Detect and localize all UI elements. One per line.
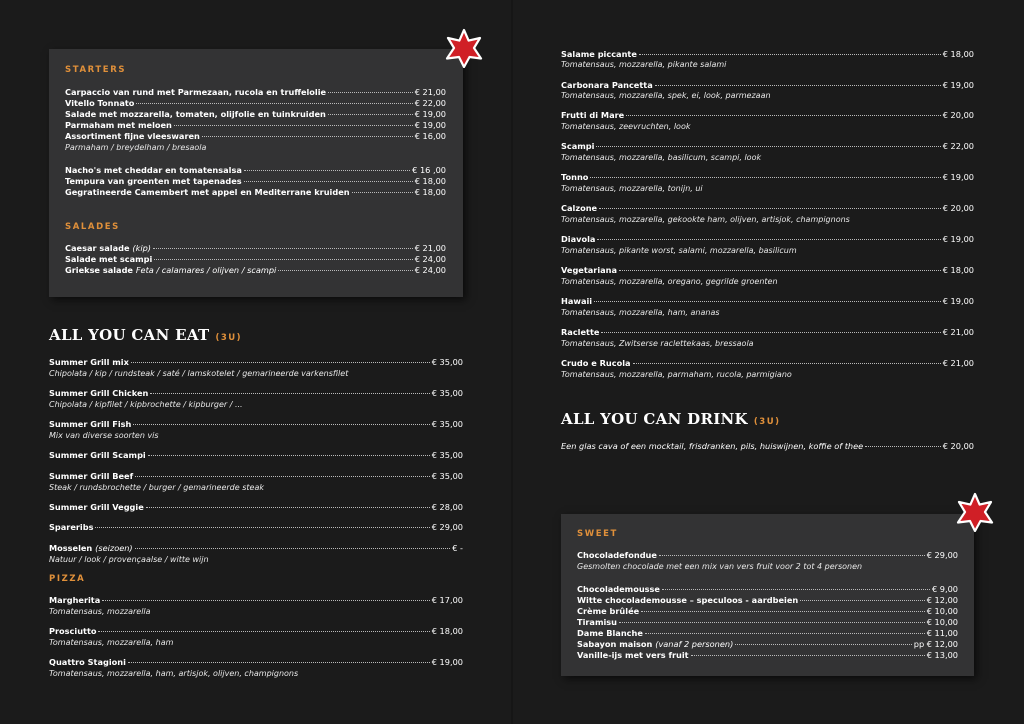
- menu-item: Hawaii € 19,00: [561, 296, 974, 306]
- right-page: [513, 0, 1024, 724]
- item-description: Tomatensaus, mozzarella, gekookte ham, olijven, artisjok, champignons: [561, 215, 850, 224]
- menu-item: Raclette € 21,00: [561, 327, 974, 337]
- menu-item: Quattro Stagioni € 19,00: [49, 657, 463, 667]
- menu-item: Assortiment fijne vleeswaren € 16,00: [65, 131, 446, 141]
- item-description: Tomatensaus, mozzarella, tonijn, ui: [561, 184, 703, 193]
- item-description: Natuur / look / provençaalse / witte wijn: [49, 555, 209, 564]
- menu-item: Summer Grill mix € 35,00: [49, 357, 463, 367]
- menu-item: Scampi € 22,00: [561, 141, 974, 151]
- menu-item: Een glas cava of een mocktail, frisdranken, pils, huiswijnen, koffie of thee € 20,00: [561, 441, 974, 451]
- left-page: [0, 0, 511, 724]
- sweet-panel: [561, 514, 974, 676]
- menu-item: Griekse salade Feta / calamares / olijven / scampi € 24,00: [65, 265, 446, 275]
- menu-item: Chocolademousse € 9,00: [577, 584, 958, 594]
- menu-item: Calzone € 20,00: [561, 203, 974, 213]
- menu-item: Crème brûlée € 10,00: [577, 606, 958, 616]
- item-description: Steak / rundsbrochette / burger / gemarineerde steak: [49, 483, 264, 492]
- menu-item: Crudo e Rucola € 21,00: [561, 358, 974, 368]
- item-description: Tomatensaus, mozzarella: [49, 607, 151, 616]
- sweet-title: SWEET: [577, 529, 618, 539]
- all-you-can-drink-title: ALL YOU CAN DRINK (3U): [561, 410, 781, 428]
- item-description: Tomatensaus, zeevruchten, look: [561, 122, 691, 131]
- menu-item: Salade met scampi € 24,00: [65, 254, 446, 264]
- item-description: Tomatensaus, mozzarella, oregano, gegrilde groenten: [561, 277, 778, 286]
- item-description: Parmaham / breydelham / bresaola: [65, 143, 207, 152]
- menu-item: Prosciutto € 18,00: [49, 626, 463, 636]
- pizza-title: PIZZA: [49, 574, 86, 584]
- menu-item: Vegetariana € 18,00: [561, 265, 974, 275]
- item-description: Tomatensaus, mozzarella, ham, ananas: [561, 308, 720, 317]
- menu-item: Summer Grill Fish € 35,00: [49, 419, 463, 429]
- item-description: Tomatensaus, mozzarella, parmaham, rucola, parmigiano: [561, 370, 792, 379]
- star-icon: [444, 28, 484, 68]
- menu-item: Vitello Tonnato € 22,00: [65, 98, 446, 108]
- salades-title: SALADES: [65, 222, 120, 232]
- menu-item: Gegratineerde Camembert met appel en Mediterrane kruiden € 18,00: [65, 187, 446, 197]
- menu-item: Chocoladefondue € 29,00: [577, 550, 958, 560]
- item-description: Tomatensaus, mozzarella, pikante salami: [561, 60, 727, 69]
- menu-item: Spareribs € 29,00: [49, 522, 463, 532]
- menu-item: Tempura van groenten met tapenades € 18,00: [65, 176, 446, 186]
- menu-item: Margherita € 17,00: [49, 595, 463, 605]
- menu-item: Dame Blanche € 11,00: [577, 628, 958, 638]
- menu-item: Summer Grill Scampi € 35,00: [49, 450, 463, 460]
- menu-item: Frutti di Mare € 20,00: [561, 110, 974, 120]
- menu-item: Tonno € 19,00: [561, 172, 974, 182]
- item-description: Tomatensaus, mozzarella, ham, artisjok, olijven, champignons: [49, 669, 299, 678]
- menu-item: Vanille-ijs met vers fruit € 13,00: [577, 650, 958, 660]
- menu-item: Salame piccante € 18,00: [561, 49, 974, 59]
- item-description: Mix van diverse soorten vis: [49, 431, 159, 440]
- item-description: Chipolata / kipfilet / kipbrochette / kipburger / ...: [49, 400, 243, 409]
- menu-item: Caesar salade (kip) € 21,00: [65, 243, 446, 253]
- starters-panel: [49, 49, 463, 297]
- menu-item: Sabayon maison (vanaf 2 personen) pp € 12,00: [577, 639, 958, 649]
- starters-title: STARTERS: [65, 65, 127, 75]
- menu-item: Tiramisu € 10,00: [577, 617, 958, 627]
- item-description: Tomatensaus, mozzarella, spek, ei, look, parmezaan: [561, 91, 771, 100]
- menu-item: Summer Grill Beef € 35,00: [49, 471, 463, 481]
- menu-item: Carbonara Pancetta € 19,00: [561, 80, 974, 90]
- item-description: Tomatensaus, Zwitserse raclettekaas, bressaola: [561, 339, 754, 348]
- all-you-can-eat-title: ALL YOU CAN EAT (3U): [49, 326, 243, 344]
- menu-item: Nacho's met cheddar en tomatensalsa € 16 ,00: [65, 165, 446, 175]
- menu-item: Mosselen (seizoen) € -: [49, 543, 463, 553]
- menu-item: Parmaham met meloen € 19,00: [65, 120, 446, 130]
- item-description: Tomatensaus, pikante worst, salami, mozzarella, basilicum: [561, 246, 797, 255]
- item-description: Gesmolten chocolade met een mix van vers fruit voor 2 tot 4 personen: [577, 562, 863, 571]
- menu-item: Summer Grill Veggie € 28,00: [49, 502, 463, 512]
- menu-item: Carpaccio van rund met Parmezaan, rucola en truffelolie € 21,00: [65, 87, 446, 97]
- item-description: Tomatensaus, mozzarella, basilicum, scampi, look: [561, 153, 762, 162]
- menu-item: Salade met mozzarella, tomaten, olijfolie en tuinkruiden € 19,00: [65, 109, 446, 119]
- menu-item: Diavola € 19,00: [561, 234, 974, 244]
- menu-item: Witte chocolademousse – speculoos - aardbeien € 12,00: [577, 595, 958, 605]
- item-description: Tomatensaus, mozzarella, ham: [49, 638, 174, 647]
- item-description: Chipolata / kip / rundsteak / saté / lamskotelet / gemarineerde varkensfilet: [49, 369, 349, 378]
- menu-item: Summer Grill Chicken € 35,00: [49, 388, 463, 398]
- star-icon: [955, 492, 995, 532]
